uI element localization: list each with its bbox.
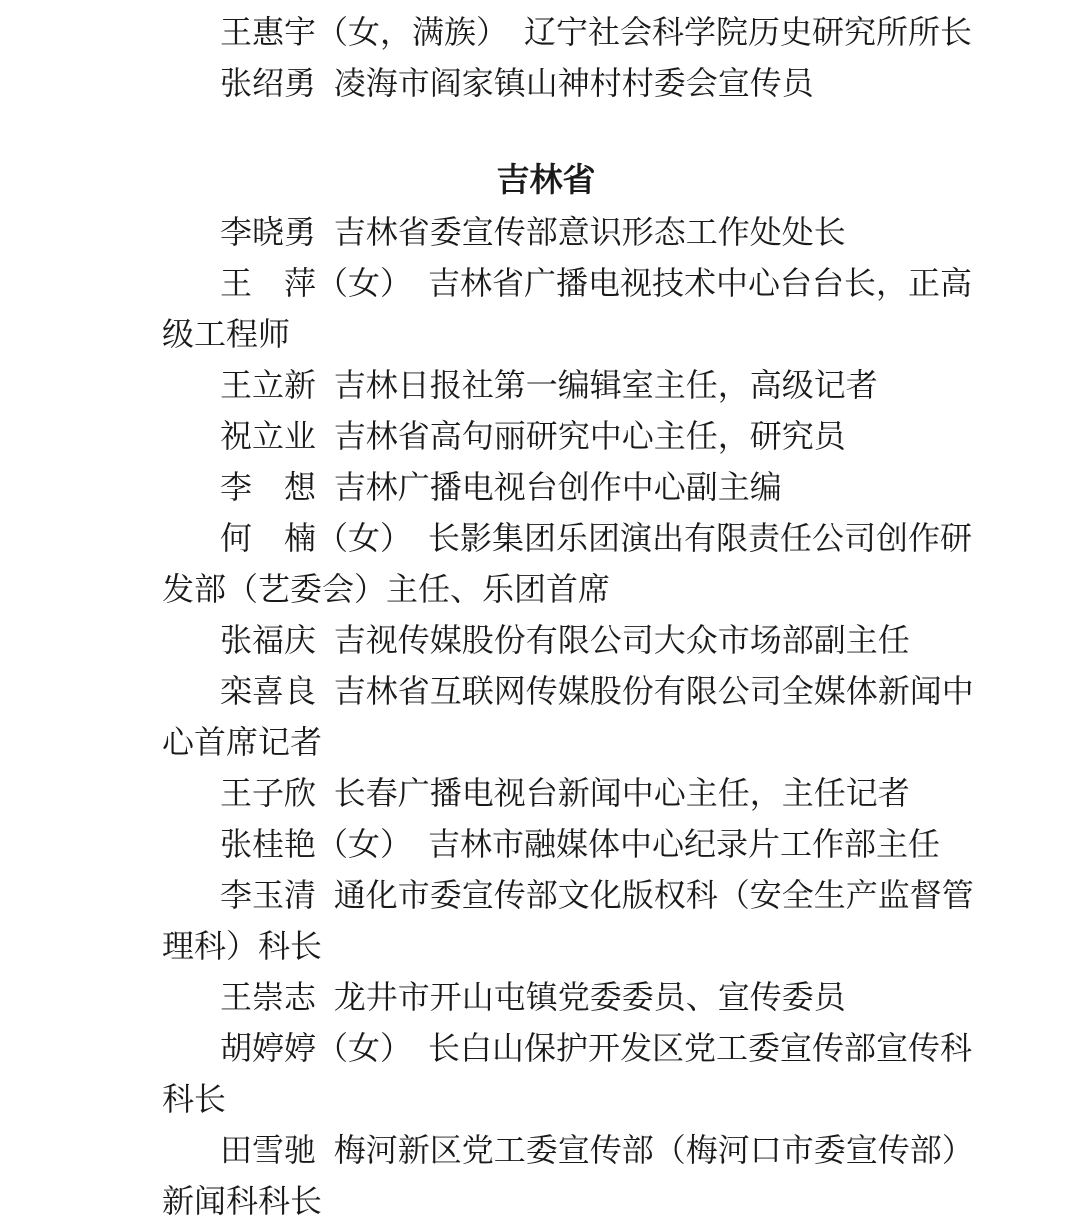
list-entry-line: 王惠宇（女，满族） 辽宁社会科学院历史研究所所长 (220, 14, 973, 50)
list-entry-continuation-line: 新闻科科长 (162, 1183, 323, 1219)
list-entry-line: 王 萍（女） 吉林省广播电视技术中心台台长，正高 (220, 265, 973, 301)
list-entry-line: 栾喜良 吉林省互联网传媒股份有限公司全媒体新闻中 (220, 673, 974, 709)
list-entry-line: 何 楠（女） 长影集团乐团演出有限责任公司创作研 (220, 520, 973, 556)
list-entry-line: 李玉清 通化市委宣传部文化版权科（安全生产监督管 (220, 877, 974, 913)
list-entry-line: 胡婷婷（女） 长白山保护开发区党工委宣传部宣传科 (220, 1030, 973, 1066)
section-header-jilin: 吉林省 (496, 161, 596, 198)
list-entry-line: 张桂艳（女） 吉林市融媒体中心纪录片工作部主任 (220, 826, 941, 862)
list-entry-continuation-line: 理科）科长 (162, 928, 323, 964)
list-entry-continuation-line: 科长 (162, 1081, 227, 1117)
list-entry-line: 王立新 吉林日报社第一编辑室主任，高级记者 (220, 367, 878, 403)
list-entry-continuation-line: 发部（艺委会）主任、乐团首席 (162, 571, 611, 607)
list-entry-line: 田雪驰 梅河新区党工委宣传部（梅河口市委宣传部） (220, 1132, 974, 1168)
list-entry-continuation-line: 心首席记者 (162, 724, 323, 760)
list-entry-line: 李晓勇 吉林省委宣传部意识形态工作处处长 (220, 214, 846, 250)
list-entry-line: 张绍勇 凌海市阎家镇山神村村委会宣传员 (220, 65, 814, 101)
list-entry-line: 王子欣 长春广播电视台新闻中心主任，主任记者 (220, 775, 910, 811)
list-entry-line: 张福庆 吉视传媒股份有限公司大众市场部副主任 (220, 622, 910, 658)
list-entry-line: 李 想 吉林广播电视台创作中心副主编 (220, 469, 782, 505)
list-entry-continuation-line: 级工程师 (162, 316, 291, 352)
list-entry-line: 祝立业 吉林省高句丽研究中心主任，研究员 (220, 418, 846, 454)
list-entry-line: 王崇志 龙井市开山屯镇党委委员、宣传委员 (220, 979, 846, 1015)
